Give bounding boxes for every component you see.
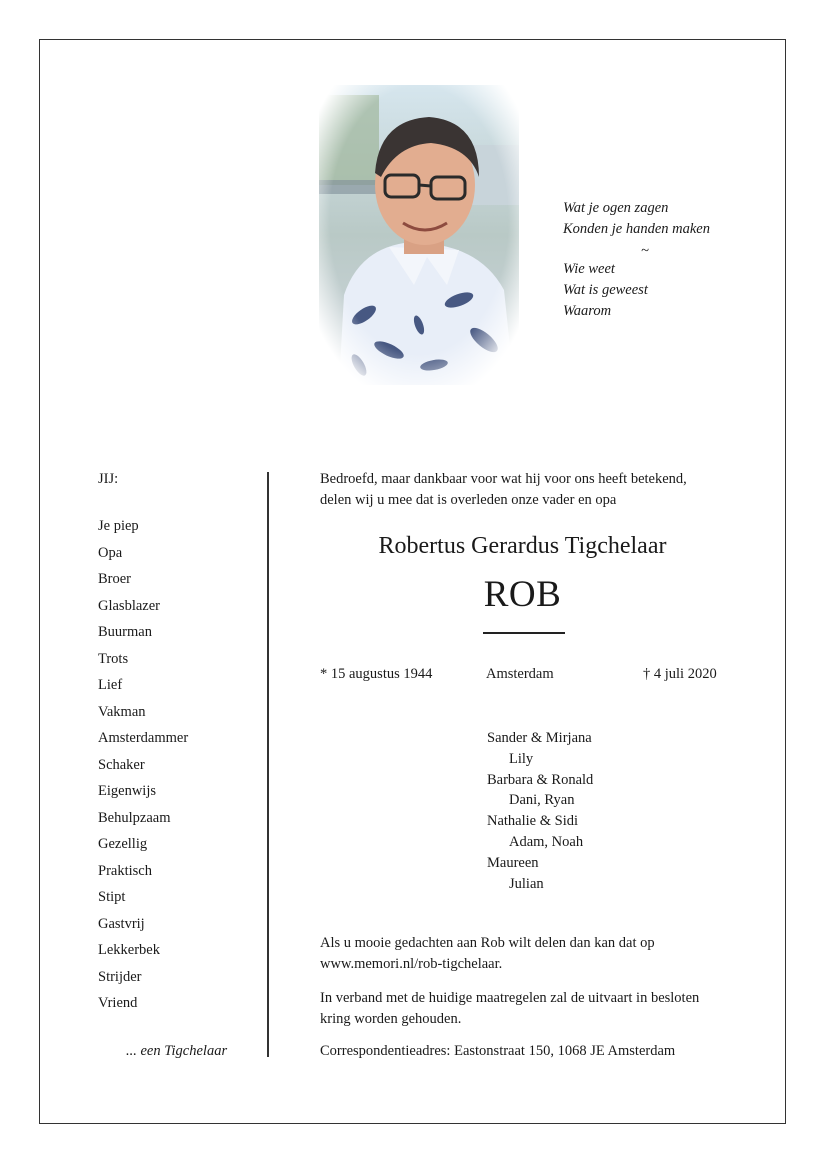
family-member: Nathalie & Sidi	[487, 813, 579, 830]
family-member: Maureen	[487, 854, 539, 871]
funeral-line: In verband met de huidige maatregelen zal de uitvaart in besloten	[320, 990, 700, 1006]
trait-item: Je piep	[98, 518, 139, 534]
trait-item: Amsterdammer	[98, 730, 189, 746]
funeral-paragraph	[320, 988, 699, 1030]
deceased-full-name: Robertus Gerardus Tigchelaar	[378, 533, 667, 559]
trait-item: Glasblazer	[98, 597, 160, 614]
correspondence-address: Correspondentieadres: Eastonstraat 150, 1068 JE Amsterdam	[320, 1043, 676, 1059]
family-child: Adam, Noah	[509, 833, 584, 850]
poem-line: Wat is geweest	[563, 282, 648, 298]
intro-line: delen wij u mee dat is overleden onze vader en opa	[320, 492, 617, 508]
family-list	[487, 729, 593, 895]
poem-line: Wat je ogen zagen	[563, 200, 669, 216]
poem-line: Waarom	[563, 303, 612, 319]
trait-item: Behulpzaam	[98, 809, 171, 826]
trait-item: Eigenwijs	[98, 783, 156, 799]
funeral-line: kring worden gehouden.	[320, 1011, 462, 1027]
memori-paragraph	[320, 933, 655, 975]
deceased-nickname: ROB	[483, 574, 562, 615]
birth-place: Amsterdam	[486, 666, 554, 682]
trait-item: Lief	[98, 677, 123, 693]
name-underline	[483, 632, 565, 634]
death-date: † 4 juli 2020	[643, 666, 717, 682]
signoff: ... een Tigchelaar	[126, 1043, 228, 1059]
birth-date: * 15 augustus 1944	[320, 666, 433, 682]
trait-item: Praktisch	[98, 862, 152, 879]
poem	[563, 198, 710, 322]
traits-list	[98, 517, 188, 1021]
family-child: Julian	[509, 875, 544, 892]
trait-item: Trots	[98, 650, 129, 667]
memori-line: Als u mooie gedachten aan Rob wilt delen dan kan dat op	[320, 935, 655, 951]
trait-item: Strijder	[98, 968, 142, 985]
intro-text	[320, 469, 687, 511]
column-divider	[267, 472, 269, 1057]
intro-line: Bedroefd, maar dankbaar voor wat hij voor ons heeft betekend,	[320, 471, 687, 487]
trait-item: Broer	[98, 571, 132, 587]
memori-link: www.memori.nl/rob-tigchelaar.	[320, 956, 503, 972]
poem-line: Wie weet	[563, 261, 615, 277]
family-member: Sander & Mirjana	[487, 730, 592, 746]
trait-item: Buurman	[98, 624, 152, 640]
trait-item: Vriend	[98, 995, 138, 1011]
portrait-illustration	[319, 85, 519, 385]
trait-item: Lekkerbek	[98, 942, 160, 958]
family-member: Barbara & Ronald	[487, 771, 594, 788]
trait-item: Gastvrij	[98, 915, 145, 932]
family-child: Dani, Ryan	[509, 792, 575, 809]
family-child: Lily	[509, 750, 534, 767]
traits-heading: JIJ:	[98, 471, 119, 487]
trait-item: Vakman	[98, 703, 146, 720]
poem-separator: ~	[641, 243, 649, 259]
trait-item: Gezellig	[98, 836, 148, 852]
trait-item: Stipt	[98, 889, 126, 905]
trait-item: Opa	[98, 544, 123, 561]
trait-item: Schaker	[98, 756, 145, 773]
poem-line: Konden je handen maken	[563, 221, 710, 237]
portrait-photo	[319, 85, 519, 385]
